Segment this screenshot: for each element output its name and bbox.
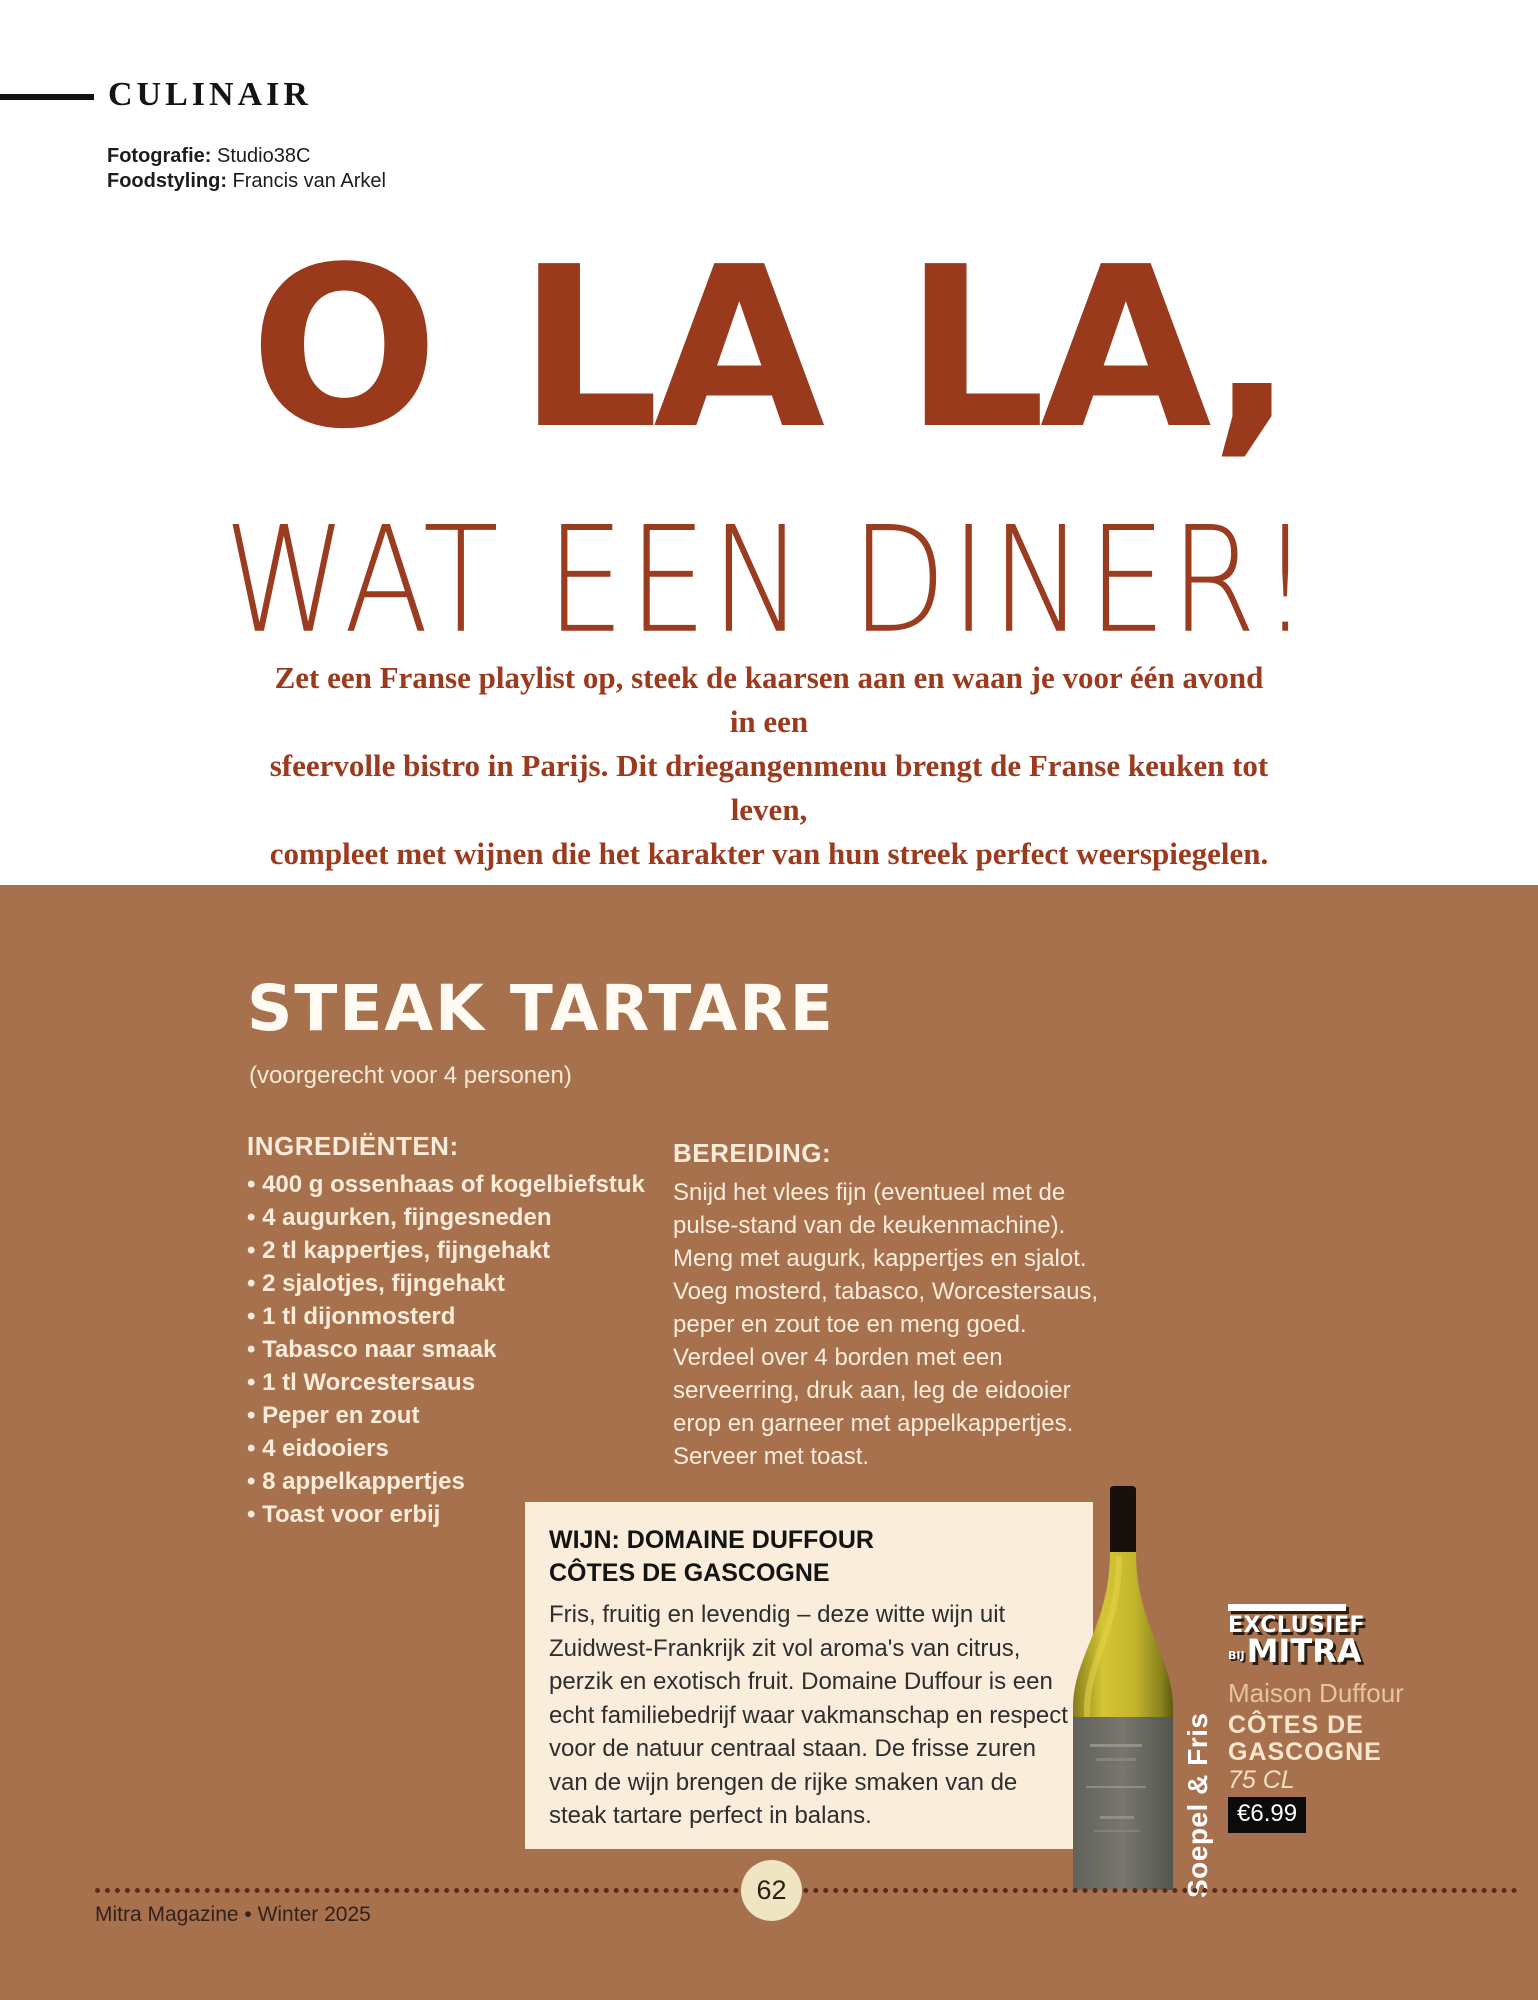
ingredient-item: • Peper en zout: [247, 1399, 717, 1432]
product-name-line2: GASCOGNE: [1228, 1738, 1382, 1766]
wine-bottle-image: [1066, 1486, 1180, 1890]
ingredient-item: • 1 tl Worcestersaus: [247, 1366, 717, 1399]
product-volume: 75 CL: [1228, 1766, 1295, 1794]
product-price: €6.99: [1228, 1797, 1306, 1833]
section-rule: [0, 94, 94, 100]
ingredient-item: • 2 sjalotjes, fijngehakt: [247, 1267, 717, 1300]
wine-pairing-box: [525, 1502, 1093, 1849]
intro-line: Zet een Franse playlist op, steek de kaarsen aan en waan je voor één avond in een: [274, 660, 1264, 739]
magazine-edition: Mitra Magazine • Winter 2025: [95, 1903, 371, 1926]
wine-box-title-line1: WIJN: DOMAINE DUFFOUR: [549, 1526, 874, 1554]
credit-photography: [107, 144, 386, 169]
ingredient-item: • 1 tl dijonmosterd: [247, 1300, 717, 1333]
exclusive-mitra-badge: [1228, 1604, 1366, 1670]
wine-box-body: Fris, fruitig en levendig – deze witte wijn uit Zuidwest-Frankrijk zit vol aroma's van citrus, perzik en exotisch fruit. Domaine Duffour is een echt familiebedrijf waar vakmanschap en respect voor de natuur centraal staan. De frisse zuren van de wijn brengen de rijke smaken van de steak tartare perfect in balans.: [549, 1601, 1068, 1829]
wine-box-title-line2: CÔTES DE GASCOGNE: [549, 1559, 830, 1587]
badge-bar: [1228, 1604, 1346, 1611]
credit-foodstyling-label: Foodstyling:: [107, 170, 227, 192]
product-name-line1: CÔTES DE: [1228, 1711, 1364, 1739]
ingredients-header: INGREDIËNTEN:: [247, 1131, 459, 1161]
recipe-subtitle: (voorgerecht voor 4 personen): [249, 1062, 572, 1089]
credit-foodstyling: [107, 169, 386, 194]
credit-photography-label: Fotografie:: [107, 145, 212, 167]
hero-title-line1: O LA LA,: [249, 220, 1289, 478]
badge-mitra-logo: MITRA: [1246, 1632, 1362, 1670]
section-label: CULINAIR: [108, 76, 312, 113]
footer-dotted-rule: [95, 1888, 1518, 1893]
badge-exclusief-text: EXCLUSIEF: [1228, 1613, 1366, 1638]
intro-line: compleet met wijnen die het karakter van hun streek perfect weerspiegelen.: [269, 836, 1269, 871]
ingredient-item: • 400 g ossenhaas of kogelbiefstuk: [247, 1168, 717, 1201]
ingredient-item: • 2 tl kappertjes, fijngehakt: [247, 1234, 717, 1267]
credit-foodstyling-value: Francis van Arkel: [226, 170, 386, 192]
product-producer: Maison Duffour: [1228, 1678, 1404, 1708]
credit-photography-value: Studio38C: [211, 145, 311, 167]
hero-title-line2: WAT EEN DINER!: [223, 496, 1315, 667]
wine-box-title: [549, 1524, 1069, 1590]
ingredient-item: • Toast voor erbij: [247, 1498, 717, 1531]
intro-paragraph: [269, 656, 1269, 920]
intro-line: sfeervolle bistro in Parijs. Dit driegangenmenu brengt de Franse keuken tot leven,: [269, 748, 1269, 827]
recipe-title: STEAK TARTARE: [247, 972, 835, 1045]
preparation-text: Snijd het vlees fijn (eventueel met de pulse-stand van de keukenmachine). Meng met augurk, kappertjes en sjalot. Voeg mosterd, tabasco, Worcestersaus, peper en zout toe en meng goed. Verdeel over 4 borden met een serveerring, druk aan, leg de eidooier erop en garneer met appelkappertjes. Serveer met toast.: [673, 1179, 1099, 1470]
page-number-badge: [741, 1860, 802, 1921]
page-number: 62: [756, 1875, 787, 1905]
ingredient-item: • 4 augurken, fijngesneden: [247, 1201, 717, 1234]
ingredients-list: [247, 1168, 717, 1531]
badge-brand-row: [1228, 1632, 1365, 1670]
ingredient-item: • Tabasco naar smaak: [247, 1333, 717, 1366]
ingredient-item: • 4 eidooiers: [247, 1432, 717, 1465]
preparation-header: BEREIDING:: [673, 1138, 832, 1168]
taste-profile-label: Soepel & Fris: [1182, 1712, 1213, 1898]
credits-block: [107, 144, 386, 194]
badge-bij-text: BIJ: [1228, 1649, 1245, 1663]
ingredient-item: • 8 appelkappertjes: [247, 1465, 717, 1498]
